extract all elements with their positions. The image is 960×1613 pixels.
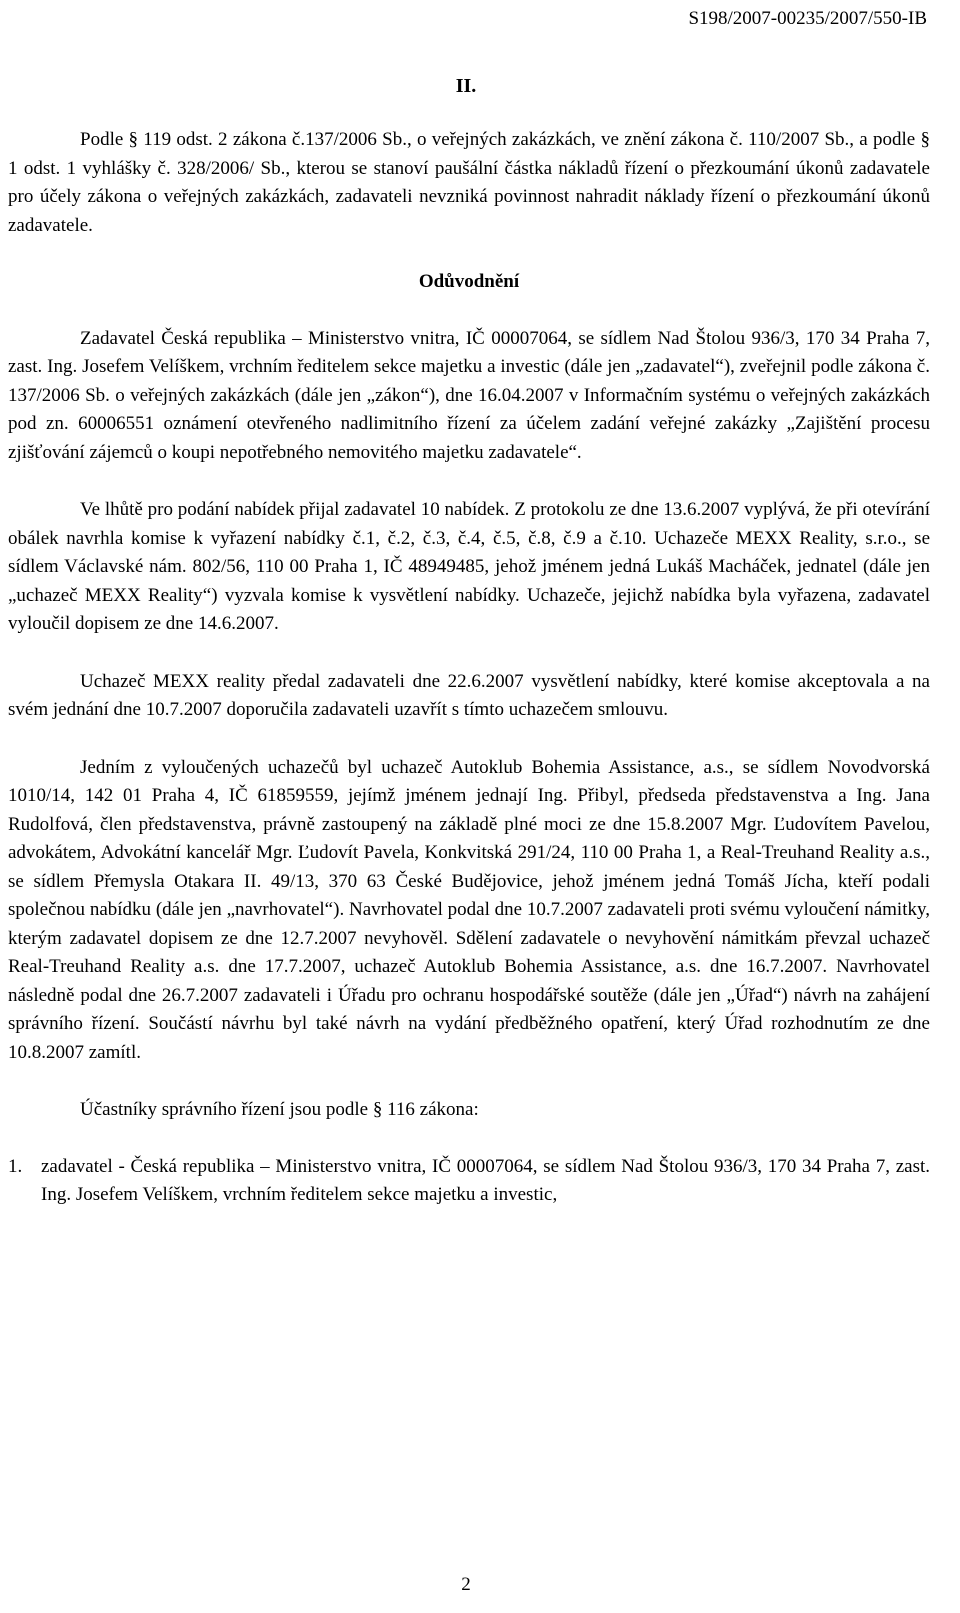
page-number: 2 <box>461 1574 471 1595</box>
paragraph-bids-received: Ve lhůtě pro podání nabídek přijal zadavatel 10 nabídek. Z protokolu ze dne 13.6.2007 vyplývá, že při otevírání obálek navrhla komise k vyřazení nabídky č.1, č.2, č.3, č.4, č.5, č.8, č.9 a č.10. Uchazeče MEXX Reality, s.r.o., se sídlem Václavské nám. 802/56, 110 00 Praha 1, IČ 48949485, jehož jménem jedná Lukáš Macháček, jednatel (dále jen „uchazeč MEXX Reality“) vyzvala komise k vysvětlení nabídky. Uchazeče, jejichž nabídka byla vyřazena, zadavatel vyloučil dopisem ze dne 14.6.2007. <box>8 499 930 634</box>
list-item-number: 1. <box>8 1155 23 1177</box>
document-reference-number: S198/2007-00235/2007/550-IB <box>688 8 927 29</box>
paragraph-excluded-bidder: Jedním z vyloučených uchazečů byl uchazeč Autoklub Bohemia Assistance, a.s., se sídlem Novodvorská 1010/14, 142 01 Praha 4, IČ 61859559, jejímž jménem jednají Ing. Přibyl, předseda představenstva a Ing. Jana Rudolfová, člen představenstva, právně zastoupený na základě plné moci ze dne 15.8.2007 Mgr. Ľudovítem Pavelou, advokátem, Advokátní kancelář Mgr. Ľudovít Pavela, Konkvitská 291/24, 110 00 Praha 1, a Real-Treuhand Reality a.s., se sídlem Přemysla Otakara II. 49/13, 370 63 České Budějovice, jehož jménem jedná Tomáš Jícha, kteří podali společnou nabídku (dále jen „navrhovatel“). Navrhovatel podal dne 10.7.2007 zadavateli proti svému vyloučení námitky, kterým zadavatel dopisem ze dne 12.7.2007 nevyhověl. Sdělení zadavatele o nevyhovění námitkám převzal uchazeč Real-Treuhand Reality a.s. dne 17.7.2007, uchazeč Autoklub Bohemia Assistance, a.s. dne 16.7.2007. Navrhovatel následně podal dne 26.7.2007 zadavateli i Úřadu pro ochranu hospodářské soutěže (dále jen „Úřad“) návrh na zahájení správního řízení. Součástí návrhu byl také návrh na vydání předběžného opatření, který Úřad rozhodnutím ze dne 10.8.2007 zamítl. <box>8 756 930 1063</box>
paragraph-costs-ruling: Podle § 119 odst. 2 zákona č.137/2006 Sb., o veřejných zakázkách, ve znění zákona č. 110/2007 Sb., a podle § 1 odst. 1 vyhlášky č. 328/2006/ Sb., kterou se stanoví paušální částka nákladů řízení o přezkoumání úkonů zadavatele pro účely zákona o veřejných zakázkách, zadavateli nevzniká povinnost nahradit náklady řízení o přezkoumání úkonů zadavatele. <box>8 129 930 236</box>
section-heading: II. <box>455 75 477 97</box>
reasoning-heading: Odůvodnění <box>418 271 520 292</box>
paragraph-participants-intro: Účastníky správního řízení jsou podle § 116 zákona: <box>80 1099 479 1120</box>
paragraph-mexx-explanation: Uchazeč MEXX reality předal zadavateli dne 22.6.2007 vysvětlení nabídky, které komise akceptovala a na svém jednání dne 10.7.2007 doporučila zadavateli uzavřít s tímto uchazečem smlouvu. <box>8 670 930 720</box>
list-item <box>8 1153 930 1210</box>
paragraph-contracting-authority: Zadavatel Česká republika – Ministerstvo vnitra, IČ 00007064, se sídlem Nad Štolou 936/3, 170 34 Praha 7, zast. Ing. Josefem Velíškem, vrchním ředitelem sekce majetku a investic (dále jen „zadavatel“), zveřejnil podle zákona č. 137/2006 Sb. o veřejných zakázkách (dále jen „zákon“), dne 16.04.2007 v Informačním systému o veřejných zakázkách pod zn. 60006551 oznámení otevřeného nadlimitního řízení za účelem zadání veřejné zakázky „Zajištění procesu zjišťování zájemců o koupi nepotřebného nemovitého majetku zadavatele“. <box>8 327 930 463</box>
document-body <box>8 126 930 1210</box>
list-item-text: zadavatel - Česká republika – Ministerstvo vnitra, IČ 00007064, se sídlem Nad Štolou 936/3, 170 34 Praha 7, zast. Ing. Josefem Velíškem, vrchním ředitelem sekce majetku a investic, <box>41 1155 930 1205</box>
